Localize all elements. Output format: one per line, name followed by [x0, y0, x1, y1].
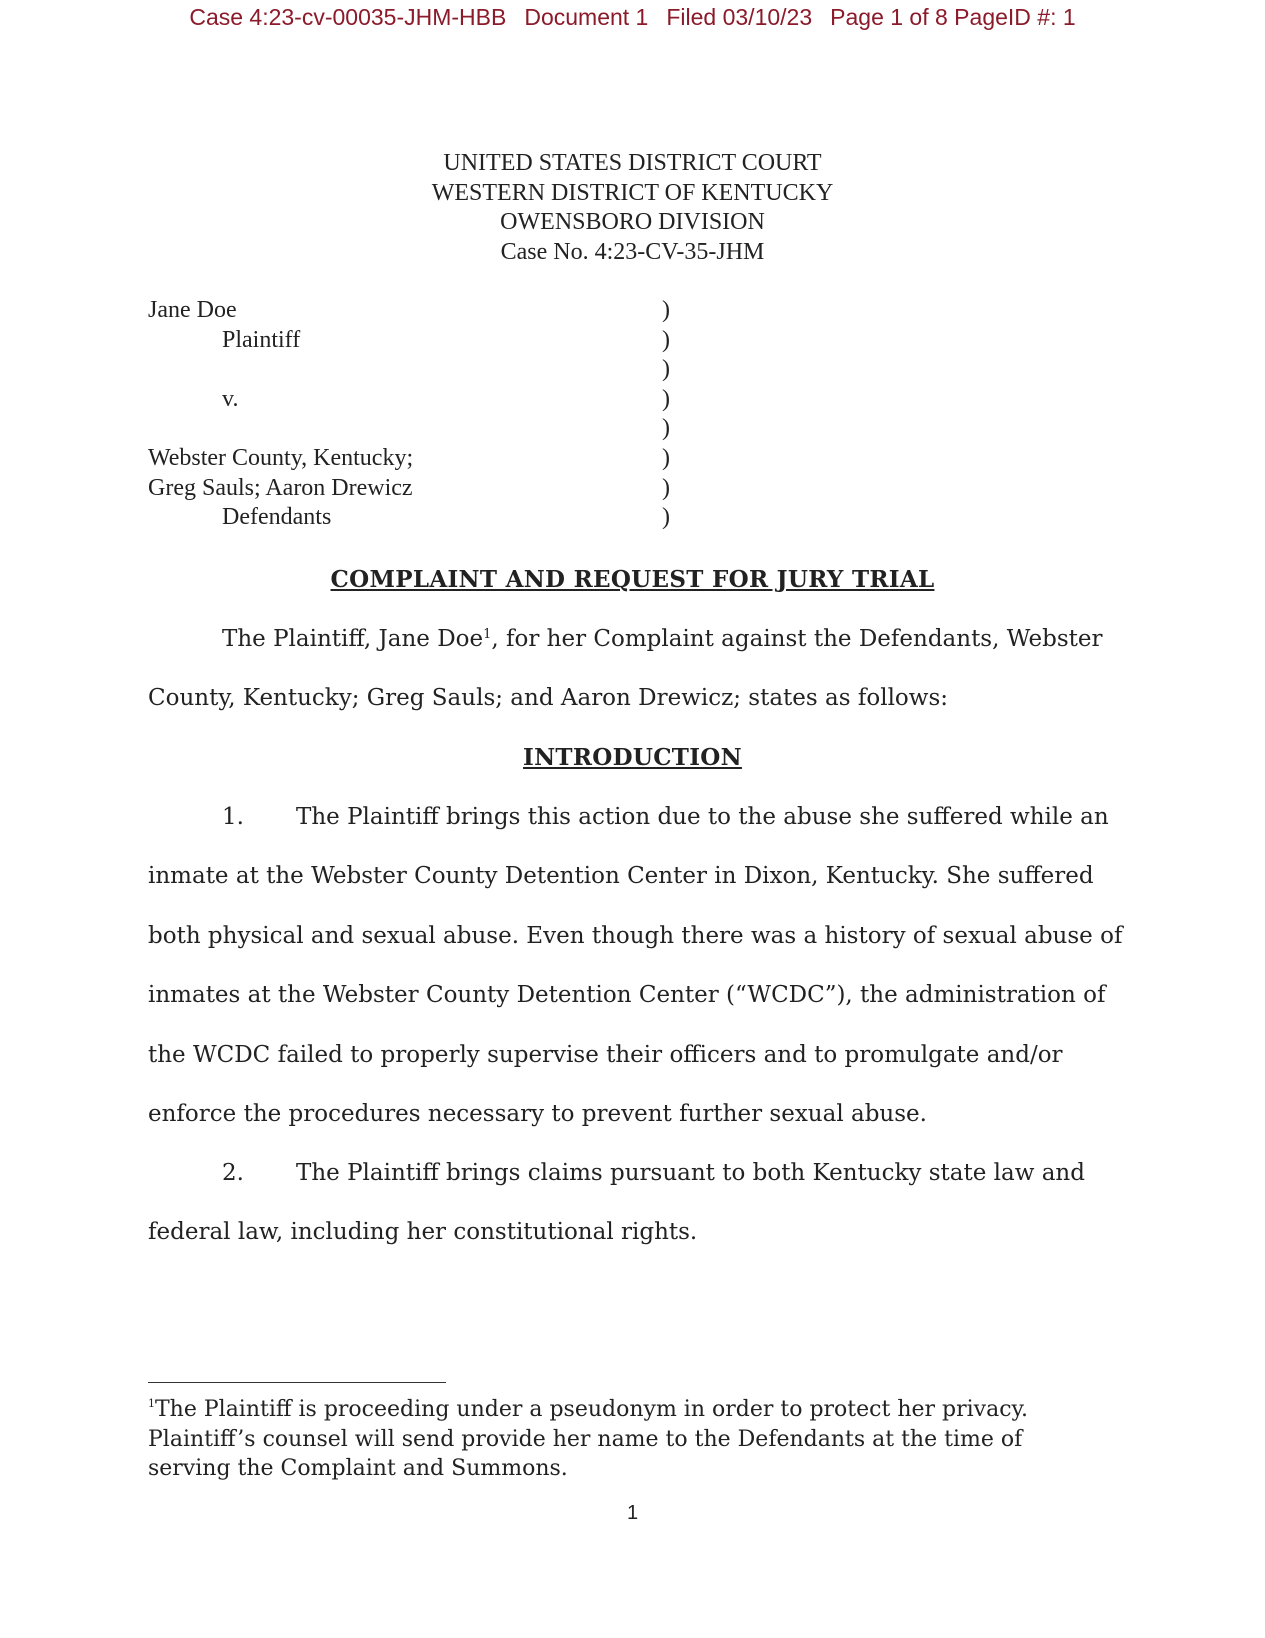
caption-paren: ): [662, 326, 670, 353]
paragraph-number: 1.: [222, 804, 244, 830]
paragraph-line: [148, 788, 1108, 847]
section-heading-introduction: INTRODUCTION: [523, 744, 742, 771]
footnote-line-2: Plaintiff’s counsel will send provide her name to the Defendants at the time of: [148, 1426, 1023, 1452]
court-case-number: Case No. 4:23-CV-35-JHM: [500, 238, 765, 265]
footnote-text: The Plaintiff is proceeding under a pseudonym in order to protect her privacy.: [155, 1397, 1029, 1422]
paragraph-text: The Plaintiff brings this action due to the abuse she suffered while an: [296, 804, 1109, 830]
caption-parentheses: [662, 296, 670, 533]
header-page-id: Page 1 of 8 PageID #: 1: [830, 4, 1076, 30]
footnote: [148, 1395, 1108, 1484]
caption-paren: ): [662, 444, 670, 471]
plaintiff-name: Jane Doe: [148, 297, 237, 323]
paragraph-line: enforce the procedures necessary to prevent further sexual abuse.: [148, 1100, 927, 1127]
intro-text-a: The Plaintiff, Jane Doe: [222, 626, 484, 652]
paragraph-line: inmates at the Webster County Detention Center (“WCDC”), the administration of: [148, 982, 1106, 1009]
footnote-line-1: [148, 1395, 1108, 1425]
paragraph-line: [148, 1144, 1108, 1203]
numbered-paragraph-2: [148, 1144, 1108, 1263]
caption-paren: ): [662, 385, 670, 412]
intro-paragraph: [148, 610, 1108, 729]
paragraph-number: 2.: [222, 1160, 244, 1186]
plaintiff-role: Plaintiff: [222, 326, 301, 353]
case-caption: [148, 296, 708, 533]
intro-text-b: , for her Complaint against the Defendants, Webster: [491, 626, 1103, 652]
footnote-marker: 1: [148, 1397, 155, 1410]
caption-paren: ): [662, 504, 670, 531]
header-document: Document 1: [524, 4, 649, 30]
court-heading: [0, 149, 1265, 267]
document-title: COMPLAINT AND REQUEST FOR JURY TRIAL: [330, 566, 935, 593]
header-case-number: Case 4:23-cv-00035-JHM-HBB: [189, 4, 507, 30]
paragraph-line: the WCDC failed to properly supervise their officers and to promulgate and/or: [148, 1041, 1063, 1068]
defendant-role: Defendants: [222, 504, 332, 531]
caption-paren: ): [662, 297, 670, 323]
footnote-ref: 1: [483, 627, 492, 642]
defendant-line-1: Webster County, Kentucky;: [148, 444, 414, 471]
court-name: UNITED STATES DISTRICT COURT: [443, 150, 822, 176]
caption-paren: ): [662, 356, 670, 383]
caption-paren: ): [662, 415, 670, 442]
intro-line-2: County, Kentucky; Greg Sauls; and Aaron Drewicz; states as follows:: [148, 685, 949, 712]
intro-line-1: [148, 610, 1108, 669]
court-district: WESTERN DISTRICT OF KENTUCKY: [431, 179, 834, 206]
paragraph-line: inmate at the Webster County Detention Center in Dixon, Kentucky. She suffered: [148, 863, 1094, 890]
versus: v.: [222, 385, 239, 412]
caption-paren: ): [662, 474, 670, 501]
header-filed-date: Filed 03/10/23: [666, 4, 813, 30]
footnote-divider: [148, 1382, 446, 1383]
paragraph-line: both physical and sexual abuse. Even though there was a history of sexual abuse of: [148, 922, 1123, 949]
paragraph-text: The Plaintiff brings claims pursuant to both Kentucky state law and: [296, 1160, 1085, 1186]
defendant-line-2: Greg Sauls; Aaron Drewicz: [148, 474, 413, 501]
numbered-paragraph-1: [148, 788, 1123, 1144]
page-number: 1: [626, 1502, 639, 1524]
footnote-line-3: serving the Complaint and Summons.: [148, 1456, 568, 1482]
ecf-header-stamp: [0, 4, 1265, 31]
paragraph-line: federal law, including her constitutional rights.: [148, 1219, 698, 1246]
court-division: OWENSBORO DIVISION: [500, 209, 765, 235]
